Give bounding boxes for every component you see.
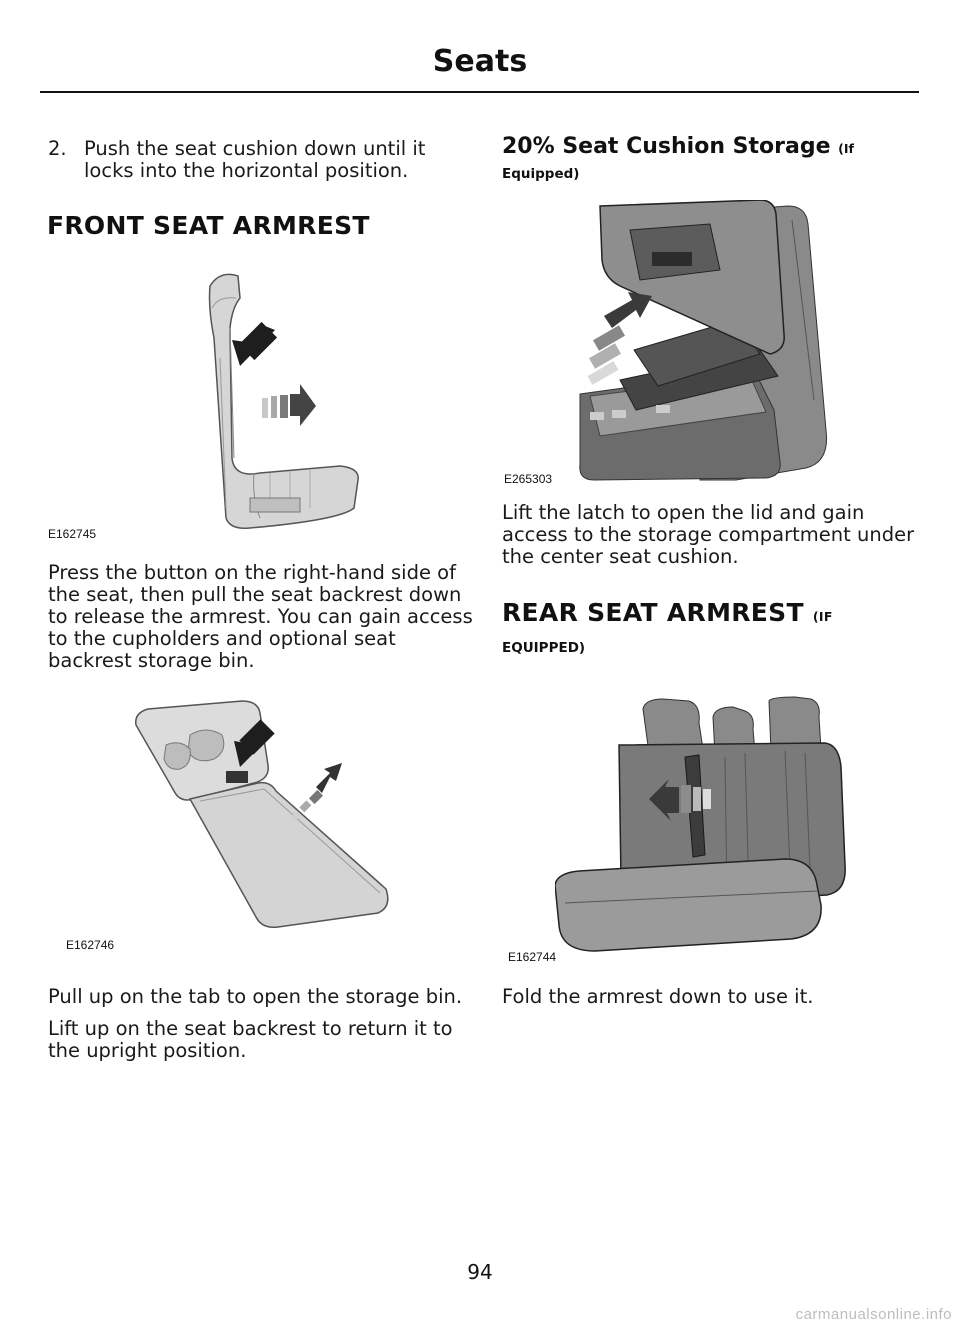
paragraph-2: Pull up on the tab to open the storage bin. [48,985,463,1008]
right-paragraph-1-line-3: the center seat cushion. [502,545,739,568]
heading-seat-cushion-storage-main: 20% Seat Cushion Storage [502,134,831,159]
figure-seat-cushion-storage [560,200,860,485]
paragraph-3-line-1: Lift up on the seat backrest to return it to [48,1017,453,1040]
paragraph-1-line-1: Press the button on the right-hand side of [48,561,456,584]
figure-rear-seat-armrest [555,695,875,960]
paragraph-1-line-5: backrest storage bin. [48,649,255,672]
watermark: carmanualsonline.info [795,1306,952,1323]
heading-seat-cushion-storage [502,134,854,159]
header-divider [40,91,919,93]
heading-front-seat-armrest: FRONT SEAT ARMREST [47,211,370,240]
heading-rear-seat-armrest-suffix: (IF [812,609,833,624]
page-number: 94 [467,1260,493,1284]
heading-rear-seat-armrest-main: REAR SEAT ARMREST [502,598,804,627]
figure-front-seat-armrest [190,268,380,538]
step-text-line-1: Push the seat cushion down until it [84,137,426,160]
right-paragraph-1-line-2: access to the storage compartment under [502,523,915,546]
heading-seat-cushion-storage-cont: Equipped) [502,166,580,182]
paragraph-3-line-2: the upright position. [48,1039,247,1062]
figure-code-2: E162746 [66,938,115,952]
paragraph-1-line-3: to release the armrest. You can gain access [48,605,473,628]
figure-code-4: E162744 [508,950,557,964]
paragraph-1-line-2: the seat, then pull the seat backrest down [48,583,462,606]
figure-code-1: E162745 [48,527,97,541]
figure-armrest-storage-bin [130,695,410,945]
page-title: Seats [432,44,528,79]
paragraph-1-line-4: to the cupholders and optional seat [48,627,396,650]
figure-code-3: E265303 [504,472,553,486]
step-number: 2. [48,137,67,160]
step-text-line-2: locks into the horizontal position. [84,159,409,182]
heading-rear-seat-armrest [502,598,833,627]
right-paragraph-1-line-1: Lift the latch to open the lid and gain [502,501,865,524]
heading-rear-seat-armrest-cont: EQUIPPED) [502,640,586,656]
heading-seat-cushion-storage-suffix: (If [838,141,854,156]
right-paragraph-2: Fold the armrest down to use it. [502,985,814,1008]
